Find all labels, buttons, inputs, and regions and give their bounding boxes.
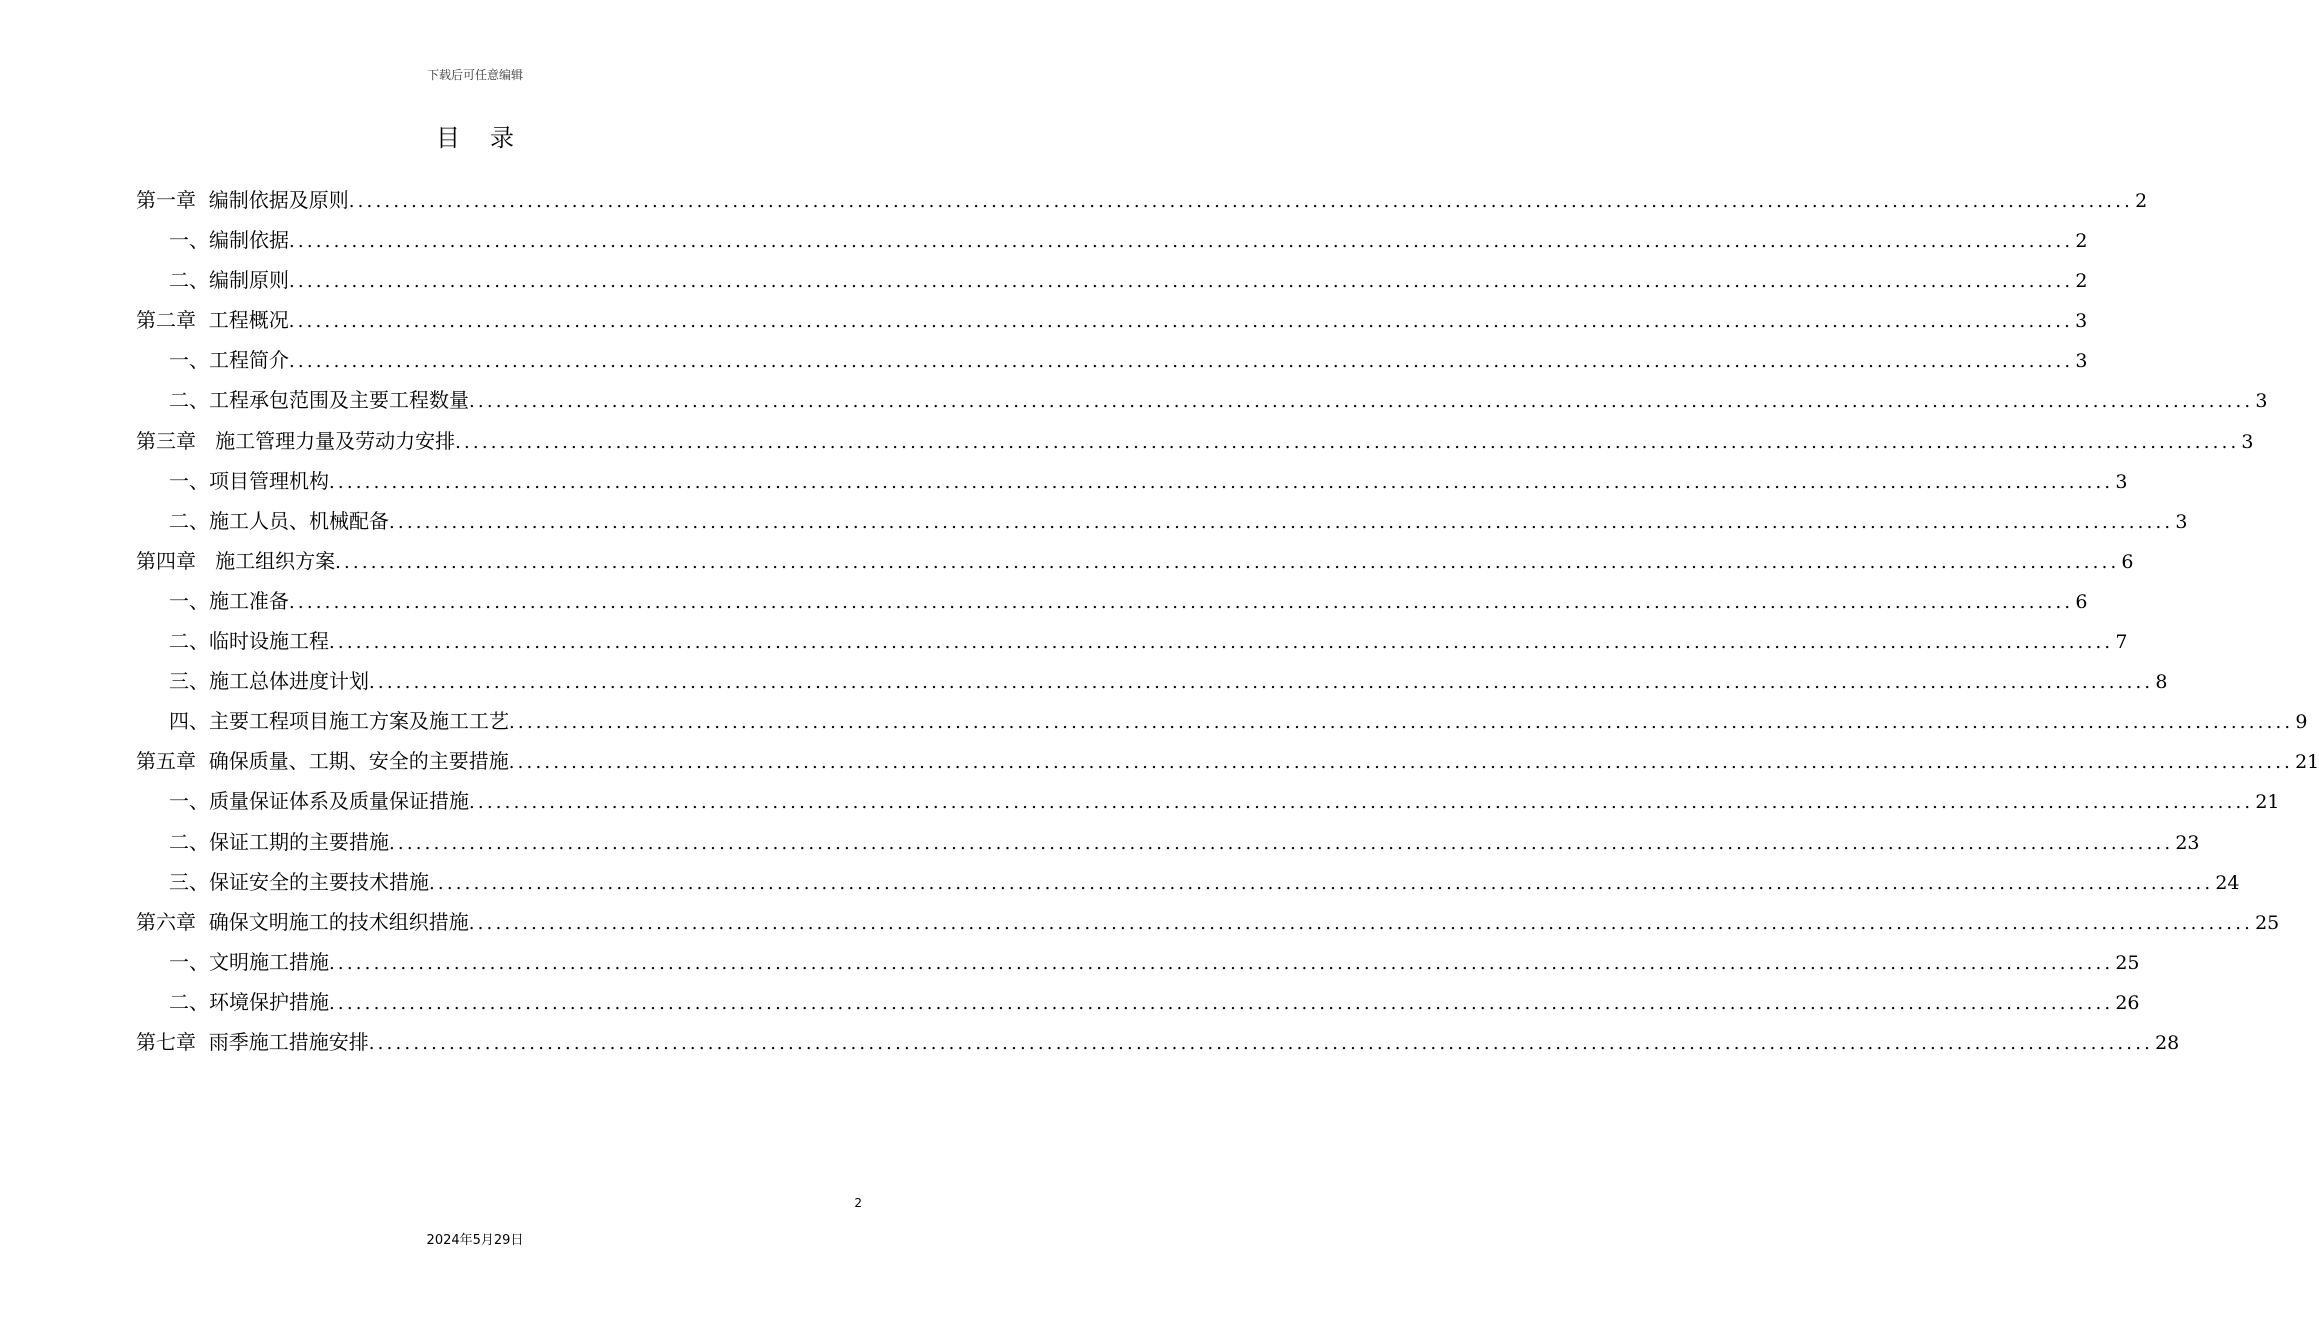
toc-dot-leader: ........................................................................................................................................................................................................ (389, 832, 2174, 854)
toc-dot-leader: ........................................................................................................................................................................................................ (289, 231, 2074, 253)
table-of-contents (136, 180, 2319, 1062)
toc-section-entry[interactable] (136, 621, 2128, 661)
toc-entry-page: 2 (2135, 190, 2148, 212)
toc-section-entry[interactable] (136, 661, 2168, 701)
toc-entry-label: 二、保证工期的主要措施 (169, 829, 389, 854)
toc-entry-label: 二、环境保护措施 (169, 989, 329, 1014)
toc-entry-page: 8 (2155, 671, 2168, 694)
toc-chapter-entry[interactable] (136, 180, 2148, 220)
footer-date: 2024年5月29日 (426, 1233, 524, 1248)
toc-dot-leader: ........................................................................................................................................................................................................ (429, 872, 2214, 894)
toc-dot-leader: ........................................................................................................................................................................................................ (455, 431, 2240, 453)
toc-dot-leader: ........................................................................................................................................................................................................ (509, 712, 2294, 734)
page-number: 2 (854, 1196, 862, 1210)
toc-dot-leader: ........................................................................................................................................................................................................ (369, 672, 2154, 694)
toc-dot-leader: ........................................................................................................................................................................................................ (288, 311, 2074, 333)
toc-section-entry[interactable] (136, 220, 2088, 260)
toc-entry-page: 6 (2075, 590, 2088, 613)
toc-entry-page: 2 (2075, 230, 2088, 253)
toc-entry-page: 2 (2075, 270, 2088, 293)
toc-entry-label: 第五章 确保质量、工期、安全的主要措施 (136, 749, 509, 774)
toc-section-entry[interactable] (136, 501, 2188, 541)
toc-dot-leader: ........................................................................................................................................................................................................ (469, 391, 2254, 413)
page-title: 目录 (436, 124, 544, 152)
toc-chapter-entry[interactable] (136, 902, 2280, 942)
toc-entry-label: 第一章 编制依据及原则 (136, 188, 349, 212)
toc-dot-leader: ........................................................................................................................................................................................................ (289, 591, 2074, 613)
toc-dot-leader: ........................................................................................................................................................................................................ (289, 271, 2074, 293)
toc-section-entry[interactable] (136, 982, 2140, 1022)
toc-section-entry[interactable] (136, 862, 2240, 902)
toc-dot-leader: ........................................................................................................................................................................................................ (469, 792, 2254, 814)
toc-section-entry[interactable] (136, 581, 2088, 621)
toc-entry-label: 四、主要工程项目施工方案及施工工艺 (169, 709, 509, 734)
toc-entry-page: 28 (2155, 1031, 2180, 1054)
toc-entry-page: 3 (2075, 350, 2088, 373)
toc-entry-page: 6 (2121, 550, 2134, 573)
toc-entry-page: 7 (2115, 631, 2128, 654)
toc-entry-page: 23 (2175, 831, 2200, 854)
toc-dot-leader: ........................................................................................................................................................................................................ (329, 632, 2114, 654)
toc-entry-label: 二、施工人员、机械配备 (169, 508, 389, 533)
toc-section-entry[interactable] (136, 822, 2200, 862)
toc-entry-label: 一、质量保证体系及质量保证措施 (169, 789, 469, 814)
toc-dot-leader: ........................................................................................................................................................................................................ (335, 551, 2120, 573)
toc-chapter-entry[interactable] (136, 1022, 2180, 1062)
toc-section-entry[interactable] (136, 260, 2088, 300)
toc-entry-page: 3 (2241, 430, 2254, 453)
toc-entry-page: 3 (2115, 470, 2128, 493)
toc-dot-leader: ........................................................................................................................................................................................................ (289, 351, 2074, 373)
toc-entry-label: 第四章 施工组织方案 (136, 548, 336, 573)
toc-dot-leader: ........................................................................................................................................................................................................ (368, 1032, 2154, 1054)
toc-entry-label: 二、工程承包范围及主要工程数量 (169, 388, 469, 413)
toc-section-entry[interactable] (136, 781, 2280, 821)
toc-entry-page: 21 (2255, 791, 2280, 814)
toc-entry-label: 一、工程简介 (169, 348, 289, 373)
toc-chapter-entry[interactable] (136, 741, 2319, 781)
toc-entry-page: 21 (2295, 751, 2319, 774)
toc-entry-label: 二、编制原则 (169, 268, 289, 293)
toc-entry-label: 三、保证安全的主要技术措施 (169, 869, 429, 894)
toc-chapter-entry[interactable] (136, 300, 2088, 340)
toc-dot-leader: ........................................................................................................................................................................................................ (348, 191, 2134, 212)
toc-dot-leader: ........................................................................................................................................................................................................ (329, 471, 2114, 493)
toc-chapter-entry[interactable] (136, 421, 2254, 461)
toc-dot-leader: ........................................................................................................................................................................................................ (329, 992, 2114, 1014)
toc-entry-page: 24 (2215, 871, 2240, 894)
toc-entry-label: 第二章 工程概况 (136, 308, 289, 333)
toc-entry-page: 3 (2175, 510, 2188, 533)
toc-entry-page: 25 (2115, 951, 2140, 974)
toc-entry-label: 第三章 施工管理力量及劳动力安排 (136, 428, 456, 453)
toc-entry-page: 3 (2255, 390, 2268, 413)
toc-dot-leader: ........................................................................................................................................................................................................ (508, 752, 2294, 774)
toc-entry-label: 一、文明施工措施 (169, 949, 329, 974)
toc-section-entry[interactable] (136, 340, 2088, 380)
toc-entry-label: 一、项目管理机构 (169, 468, 329, 493)
toc-dot-leader: ........................................................................................................................................................................................................ (389, 511, 2174, 533)
toc-entry-page: 26 (2115, 991, 2140, 1014)
toc-entry-label: 一、编制依据 (169, 228, 289, 253)
toc-section-entry[interactable] (136, 461, 2128, 501)
toc-entry-page: 25 (2255, 911, 2280, 934)
toc-entry-label: 三、施工总体进度计划 (169, 669, 369, 694)
page-header: 下载后可任意编辑 (426, 68, 523, 82)
toc-entry-label: 二、临时设施工程 (169, 629, 329, 654)
toc-dot-leader: ........................................................................................................................................................................................................ (468, 912, 2254, 934)
toc-entry-page: 9 (2295, 711, 2308, 734)
toc-entry-label: 第七章 雨季施工措施安排 (136, 1029, 369, 1054)
toc-section-entry[interactable] (136, 942, 2140, 982)
toc-section-entry[interactable] (136, 701, 2308, 741)
toc-entry-label: 一、施工准备 (169, 588, 289, 613)
toc-section-entry[interactable] (136, 380, 2268, 420)
toc-dot-leader: ........................................................................................................................................................................................................ (329, 952, 2114, 974)
toc-chapter-entry[interactable] (136, 541, 2134, 581)
toc-entry-label: 第六章 确保文明施工的技术组织措施 (136, 909, 469, 934)
toc-entry-page: 3 (2075, 310, 2088, 333)
